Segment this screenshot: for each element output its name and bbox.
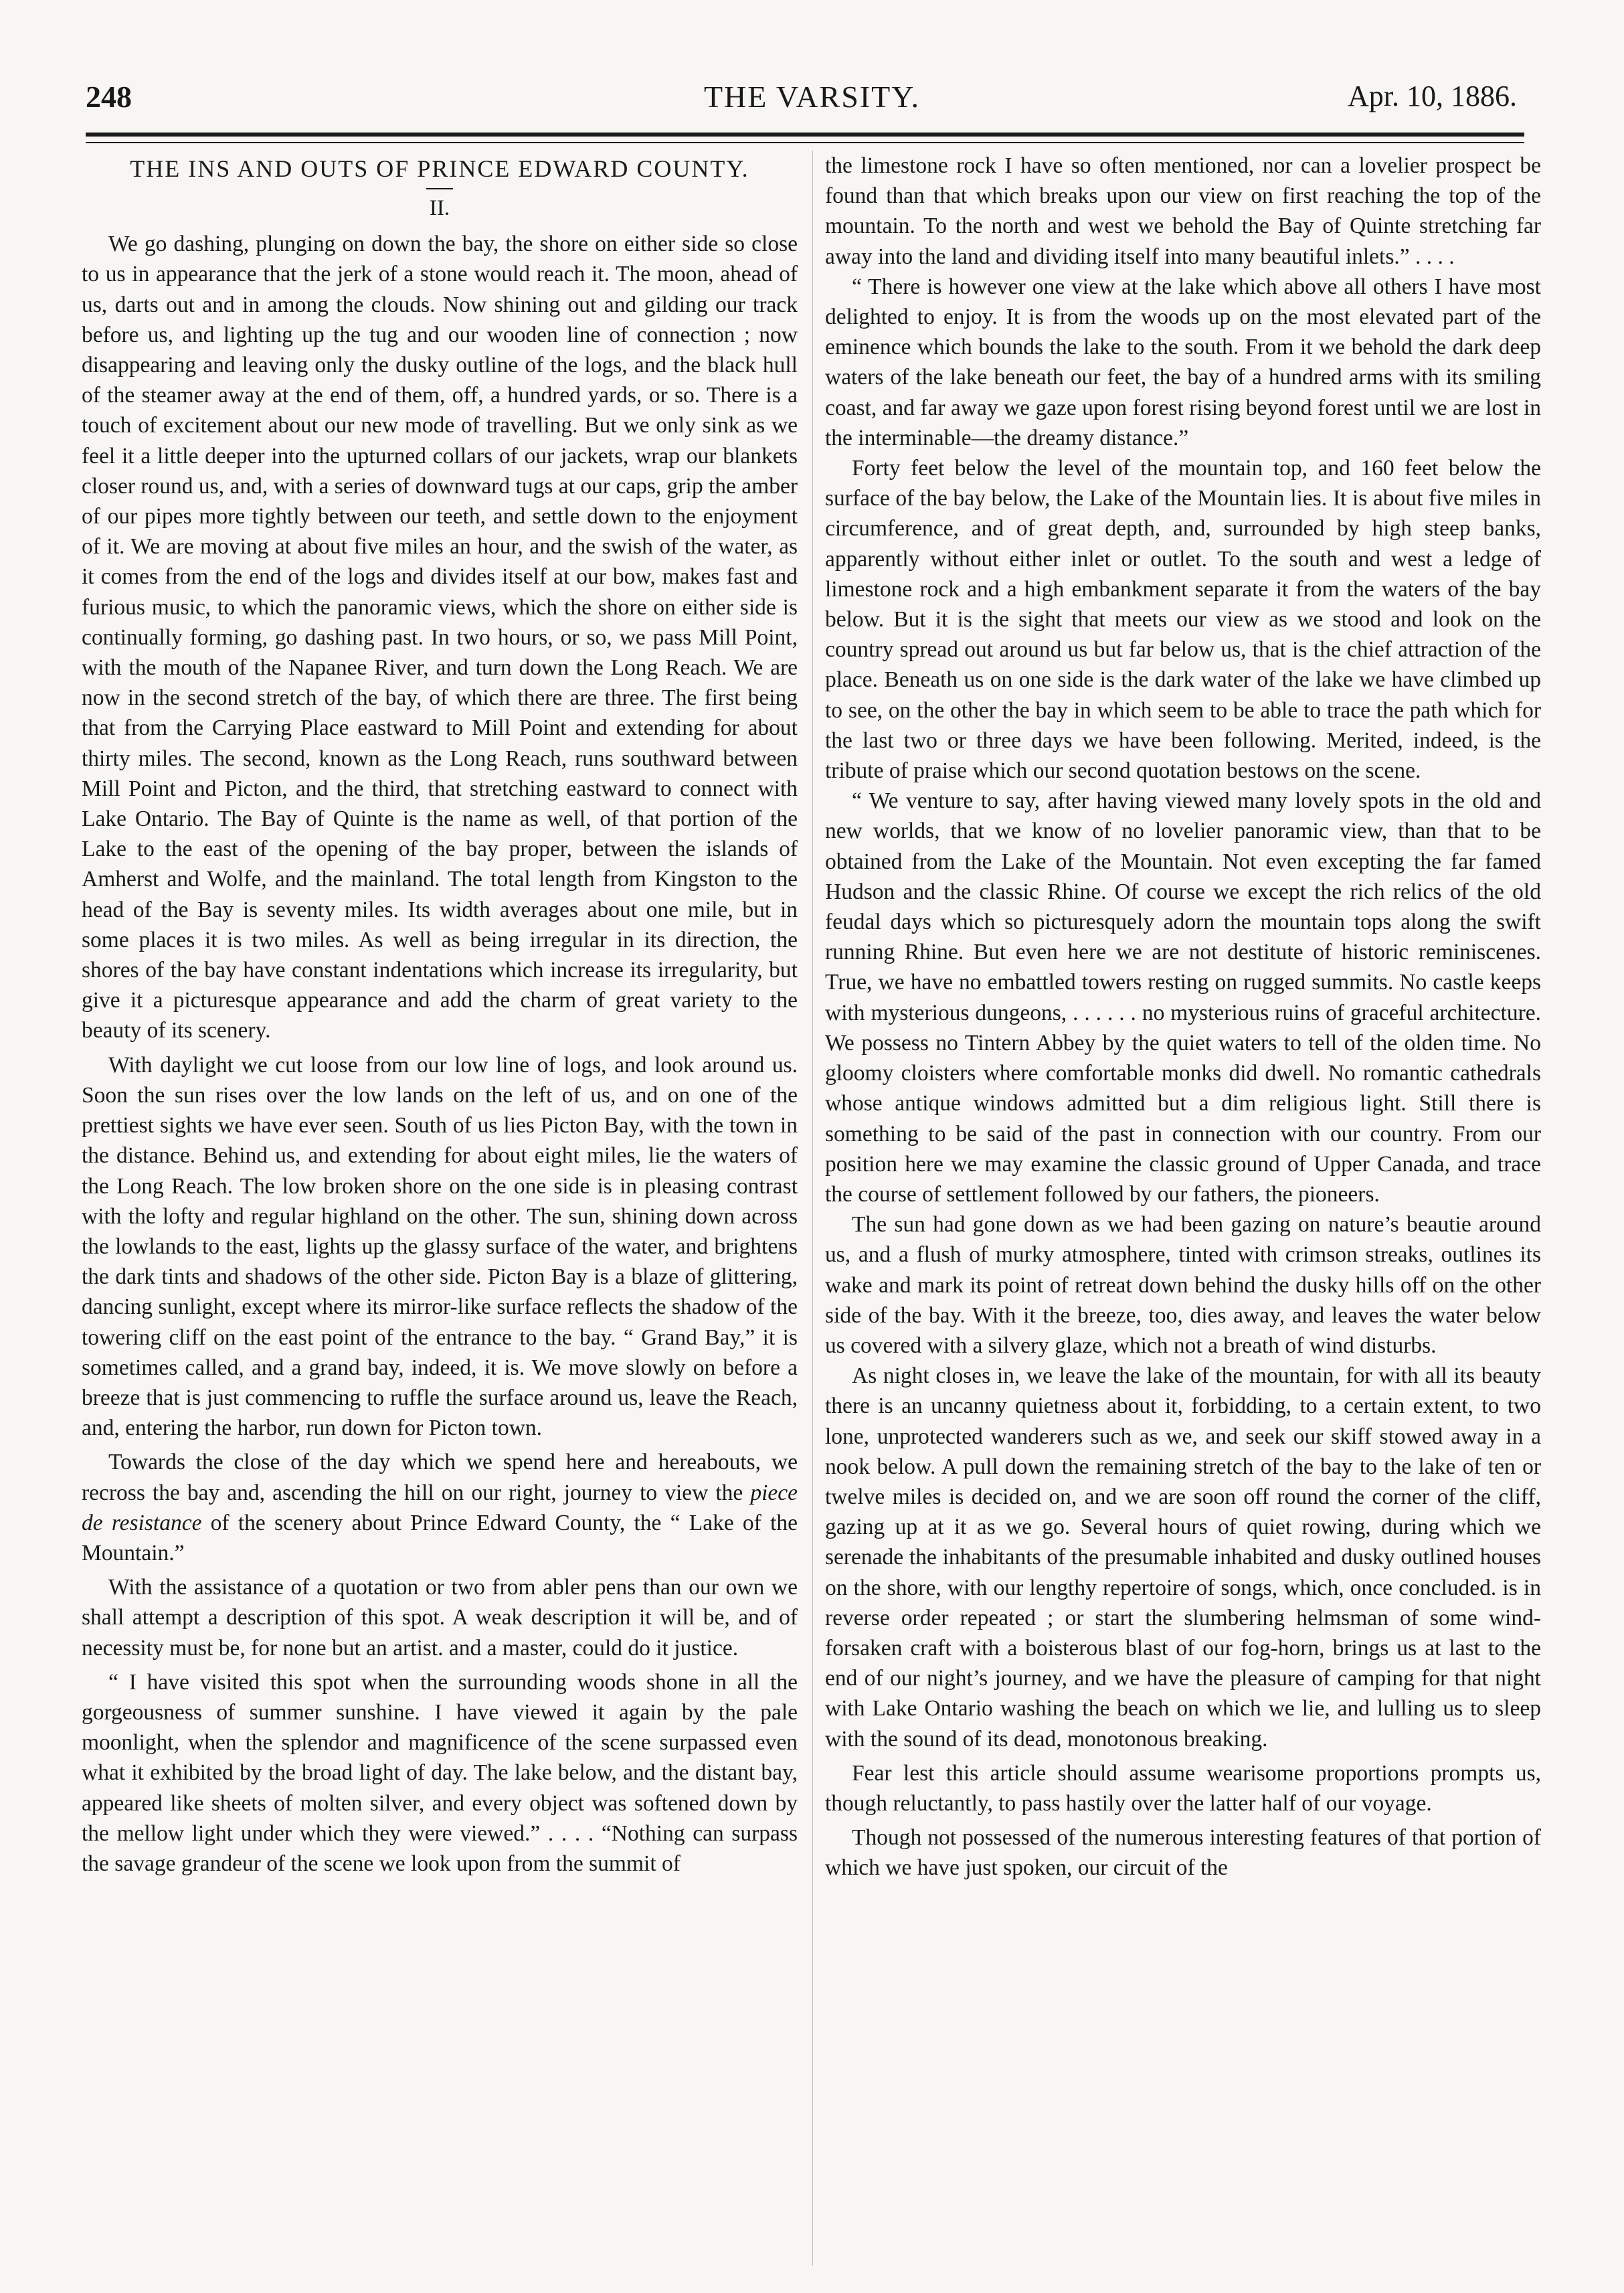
paragraph: With the assistance of a quotation or two from abler pens than our own we shall attempt a description of this spot. A weak description it will be, and of necessity must be, for none but an artist. and a master, could do it justice. xyxy=(82,1575,798,1661)
paragraph: Though not possessed of the numerous interesting features of that portion of which we have just spoken, our circuit of the xyxy=(825,1825,1541,1881)
paragraph: As night closes in, we leave the lake of the mountain, for with all its beauty there is an uncanny quietness about it, forbidding, to a certain extent, to two lone, unprotected wanderers such as we, and seek our skiff stowed away in a nook below. A pull down the remaining stretch of the bay to the lake of ten or twelve miles is decided on, and we are soon off round the corner of the cliff, gazing up at it as we go. Several hours of quiet rowing, during which we serenade the inhabitants of the presumable inhabited and dusky outlined houses on the shore, with our lengthy repertoire of songs, which, once concluded. is in reverse order repeated ; or start the slumbering helmsman of some wind-forsaken craft with a boisterous blast of our fog-horn, brings us at last to the end of our night’s journey, and we have the pleasure of camping for that night with Lake Ontario washing the beach on which we lie, and lulling us to sleep with the sound of its dead, monotonous breaking. xyxy=(825,1363,1541,1752)
page-number: 248 xyxy=(86,80,132,114)
paragraph: the limestone rock I have so often mentioned, nor can a lovelier prospect be found than that which breaks upon our view on first reaching the top of the mountain. To the north and west we behold the Bay of Quinte stretching far away into the land and dividing itself into many beautiful inlets.” . . . . xyxy=(825,153,1541,269)
right-column xyxy=(825,151,1541,2266)
header-rule-thin xyxy=(86,142,1524,143)
header-rule-thick xyxy=(86,133,1524,137)
paragraph: The sun had gone down as we had been gazing on nature’s beautie around us, and a flush of murky atmosphere, tinted with crimson streaks, outlines its wake and mark its point of retreat down behind the dusky hills off on the other side of the bay. With it the breeze, too, dies away, and leaves the water below us covered with a silvery glaze, which not a breath of wind disturbs. xyxy=(825,1212,1541,1358)
paragraph xyxy=(82,1447,798,1568)
paragraph: With daylight we cut loose from our low line of logs, and look around us. Soon the sun rises over the low lands on the left of us, and on one of the prettiest sights we have ever seen. South of us lies Picton Bay, with the town in the distance. Behind us, and extending for about eight miles, lie the waters of the Long Reach. The low broken shore on the one side is in pleasing contrast with the lofty and regular highland on the other. The sun, shining down across the lowlands to the east, lights up the glassy surface of the water, and brightens the dark tints and shadows of the other side. Picton Bay is a blaze of glittering, dancing sunlight, except where its mirror-like surface reflects the shadow of the towering cliff on the east point of the entrance to the bay. “ Grand Bay,” it is sometimes called, and a grand bay, indeed, it is. We move slowly on before a breeze that is just commencing to ruffle the surface around us, leave the Reach, and, entering the harbor, run down for Picton town. xyxy=(82,1052,798,1441)
left-column xyxy=(82,151,798,2266)
paragraph: We go dashing, plunging on down the bay, the shore on either side so close to us in appearance that the jerk of a stone would reach it. The moon, ahead of us, darts out and in among the clouds. Now shining out and gilding our track before us, and lighting up the tug and our wooden line of connection ; now disappearing and leaving only the dusky outline of the logs, and the black hull of the steamer away at the end of them, off, a hundred yards, or so. There is a touch of excitement about our new mode of travelling. But we only sink as we feel it a little deeper into the upturned collars of our jackets, wrap our blankets closer round us, and, with a series of downward tugs at our caps, grip the amber of our pipes more tightly between our teeth, and settle down to the enjoyment of it. We are moving at about five miles an hour, and the swish of the water, as it comes from the end of the logs and divides itself at our bow, makes fast and furious music, to which the panoramic views, which the shore on either side is continually forming, go dashing past. In two hours, or so, we pass Mill Point, with the mouth of the Napanee River, and turn down the Long Reach. We are now in the second stretch of the bay, of which there are three. The first being that from the Carrying Place eastward to Mill Point and extending for about thirty miles. The second, known as the Long Reach, runs southward between Mill Point and Picton, and the third, that stretching eastward to connect with Lake Ontario. The Bay of Quinte is the name as well, of that portion of the Lake to the east of the opening of the bay proper, between the islands of Amherst and Wolfe, and the mainland. The total length from Kingston to the head of the Bay is seventy miles. Its width averages about one mile, but in some places it is two miles. As well as being irregular in its direction, the shores of the bay have constant indentations which increase its irregularity, but give it a picturesque appearance and add the charm of great variety to the beauty of its scenery. xyxy=(82,232,798,1043)
column-divider xyxy=(812,151,813,2266)
paragraph: “ There is however one view at the lake which above all others I have most delighted to enjoy. It is from the woods up on the most elevated part of the eminence which bounds the lake to the south. From it we behold the dark deep waters of the lake beneath our feet, the bay of a hundred arms with its smiling coast, and far away we gaze upon forest rising beyond forest until we are lost in the interminable—the dreamy distance.” xyxy=(825,274,1541,450)
paragraph: “ We venture to say, after having viewed many lovely spots in the old and new worlds, that we know of no lovelier panoramic view, than that to be obtained from the Lake of the Mountain. Not even excepting the far famed Hudson and the classic Rhine. Of course we except the rich relics of the old feudal days which so picturesquely adorn the mountain tops along the swift running Rhine. But even here we are not destitute of historic reminiscenes. True, we have no embattled towers resting on rugged summits. No castle keeps with mysterious dungeons, . . . . . . no mysterious ruins of graceful architecture. We possess no Tintern Abbey by the quiet waters to tell of the olden time. No gloomy cloisters where comfortable monks did dwell. No romantic cathedrals whose antique windows admitted but a dim religious light. Still there is something to be said of the past in connection with our country. From our position here we may examine the classic ground of Upper Canada, and trace the course of settlement followed by our fathers, the pioneers. xyxy=(825,788,1541,1207)
paragraph: “ I have visited this spot when the surrounding woods shone in all the gorgeousness of summer sunshine. I have viewed it again by the pale moonlight, when the splendor and magnificence of the scene surpassed even what it exhibited by the broad light of day. The lake below, and the distant bay, appeared like sheets of molten silver, and every object was softened down by the mellow light under which they were viewed.” . . . . “Nothing can surpass the savage grandeur of the scene we look upon from the summit of xyxy=(82,1669,798,1876)
paragraph-text: of the scenery about Prince Edward County, the “ Lake of the Mountain.” xyxy=(82,1510,798,1565)
article-title: THE INS AND OUTS OF PRINCE EDWARD COUNTY. xyxy=(130,155,749,182)
paragraph: Forty feet below the level of the mountain top, and 160 feet below the surface of the bay below, the Lake of the Mountain lies. It is about five miles in circumference, and of great depth, and, surrounded by high steep banks, apparently without either inlet or outlet. To the south and west a ledge of limestone rock and a high embankment separate it from the waters of the bay below. But it is the sight that meets our view as we stood and look on the country spread out around us but far below us, that is the chief attraction of the place. Beneath us on one side is the dark water of the lake we have climbed up to see, on the other the bay in which seem to be able to trace the path which for the last two or three days we have been following. Merited, indeed, is the tribute of praise which our second quotation bestows on the scene. xyxy=(825,456,1541,784)
masthead-title: THE VARSITY. xyxy=(703,80,921,114)
issue-date: Apr. 10, 1886. xyxy=(1348,80,1517,112)
paragraph: Fear lest this article should assume wearisome proportions prompts us, though reluctantly, to pass hastily over the latter half of our voyage. xyxy=(825,1760,1541,1816)
title-underline xyxy=(426,188,453,189)
article-part-number: II. xyxy=(429,196,450,220)
italic-phrase: piece de resistance xyxy=(82,1480,798,1535)
paragraph-text: Towards the close of the day which we spend here and hereabouts, we recross the bay and, ascending the hill on our right, journey to view the xyxy=(82,1450,798,1505)
